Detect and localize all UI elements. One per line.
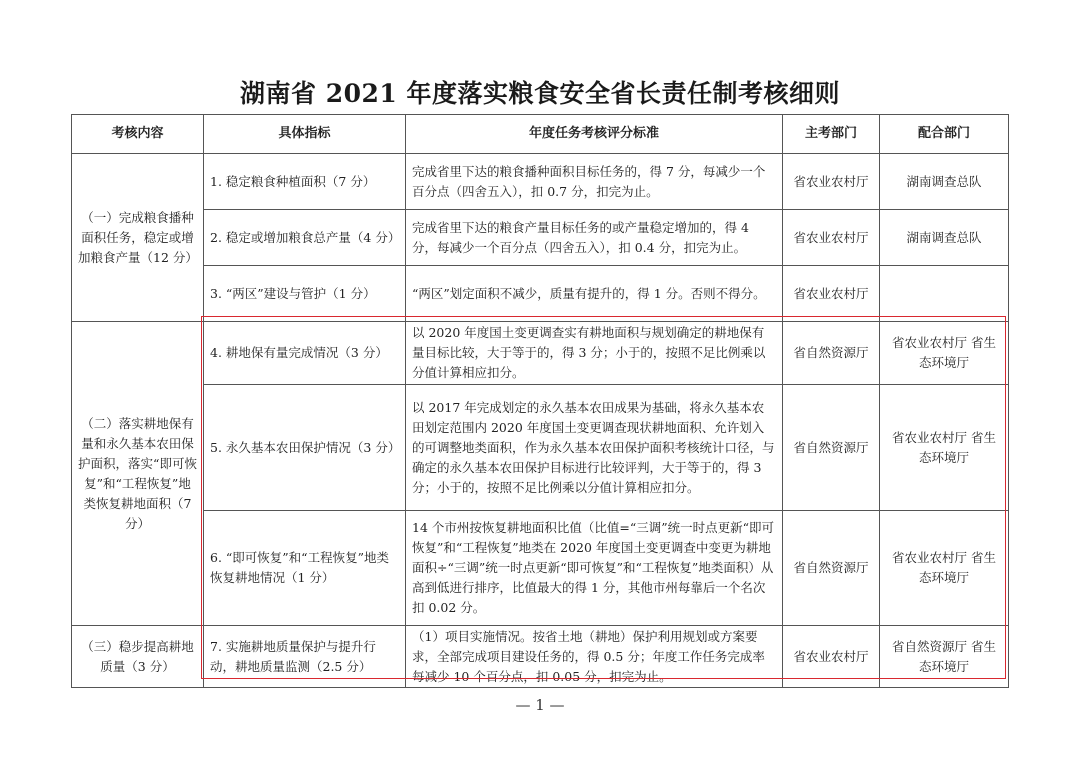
group-content-3: （三）稳步提高耕地质量（3 分）	[72, 626, 204, 688]
indicator-cell: 1. 稳定粮食种植面积（7 分）	[204, 154, 406, 210]
support-dept-cell: 省农业农村厅 省生态环境厅	[880, 385, 1009, 511]
table-row	[72, 385, 1009, 511]
header-support-dept: 配合部门	[880, 115, 1009, 154]
lead-dept-cell: 省农业农村厅	[783, 210, 880, 266]
table-header-row	[72, 115, 1009, 154]
lead-dept-cell: 省农业农村厅	[783, 266, 880, 322]
standard-cell: 14 个市州按恢复耕地面积比值（比值=“三调”统一时点更新“即可恢复”和“工程恢复”地类在 2020 年度国土变更调查中变更为耕地面积÷“三调”统一时点更新“即可恢复”和“工程恢复”地类面积）从高到低进行排序，比值最大的得 1 分，其他市州每靠后一个名次扣 0.02 分。	[406, 511, 783, 626]
support-dept-cell: 湖南调查总队	[880, 154, 1009, 210]
support-dept-cell: 省农业农村厅 省生态环境厅	[880, 322, 1009, 385]
group-content-1: （一）完成粮食播种面积任务，稳定或增加粮食产量（12 分）	[72, 154, 204, 322]
standard-cell: 以 2017 年完成划定的永久基本农田成果为基础，将永久基本农田划定范围内 2020 年度国土变更调查现状耕地面积、允许划入的可调整地类面积，作为永久基本农田保护面积考核统计口径，与确定的永久基本农田保护目标进行比较评判，大于等于的，得 3 分；小于的，按照不足比例乘以分值计算相应扣分。	[406, 385, 783, 511]
header-indicator: 具体指标	[204, 115, 406, 154]
lead-dept-cell: 省农业农村厅	[783, 154, 880, 210]
header-lead-dept: 主考部门	[783, 115, 880, 154]
indicator-cell: 4. 耕地保有量完成情况（3 分）	[204, 322, 406, 385]
lead-dept-cell: 省农业农村厅	[783, 626, 880, 688]
table-row	[72, 266, 1009, 322]
standard-cell: 以 2020 年度国土变更调查实有耕地面积与规划确定的耕地保有量目标比较，大于等于的，得 3 分；小于的，按照不足比例乘以分值计算相应扣分。	[406, 322, 783, 385]
indicator-cell: 3. “两区”建设与管护（1 分）	[204, 266, 406, 322]
standard-cell: 完成省里下达的粮食播种面积目标任务的，得 7 分，每减少一个百分点（四舍五入），扣 0.7 分，扣完为止。	[406, 154, 783, 210]
header-content: 考核内容	[72, 115, 204, 154]
support-dept-cell: 省自然资源厅 省生态环境厅	[880, 626, 1009, 688]
table-row	[72, 322, 1009, 385]
header-standard: 年度任务考核评分标准	[406, 115, 783, 154]
document-title: 湖南省 2021 年度落实粮食安全省长责任制考核细则	[240, 79, 840, 108]
standard-cell: 完成省里下达的粮食产量目标任务的或产量稳定增加的，得 4 分，每减少一个百分点（四舍五入），扣 0.4 分，扣完为止。	[406, 210, 783, 266]
indicator-cell: 2. 稳定或增加粮食总产量（4 分）	[204, 210, 406, 266]
table-row	[72, 154, 1009, 210]
page-number: — 1 —	[515, 696, 565, 714]
indicator-cell: 6. “即可恢复”和“工程恢复”地类恢复耕地情况（1 分）	[204, 511, 406, 626]
lead-dept-cell: 省自然资源厅	[783, 385, 880, 511]
standard-cell: “两区”划定面积不减少，质量有提升的，得 1 分。否则不得分。	[406, 266, 783, 322]
table-row	[72, 210, 1009, 266]
support-dept-cell: 省农业农村厅 省生态环境厅	[880, 511, 1009, 626]
lead-dept-cell: 省自然资源厅	[783, 322, 880, 385]
support-dept-cell: 湖南调查总队	[880, 210, 1009, 266]
indicator-cell: 7. 实施耕地质量保护与提升行动，耕地质量监测（2.5 分）	[204, 626, 406, 688]
standard-cell: （1）项目实施情况。按省土地（耕地）保护利用规划或方案要求，全部完成项目建设任务的，得 0.5 分；年度工作任务完成率每减少 10 个百分点，扣 0.05 分，扣完为止。	[406, 626, 783, 688]
table-row	[72, 511, 1009, 626]
assessment-table	[71, 114, 1009, 688]
indicator-cell: 5. 永久基本农田保护情况（3 分）	[204, 385, 406, 511]
lead-dept-cell: 省自然资源厅	[783, 511, 880, 626]
group-content-2: （二）落实耕地保有量和永久基本农田保护面积，落实“即可恢复”和“工程恢复”地类恢复耕地面积（7 分）	[72, 322, 204, 626]
support-dept-cell	[880, 266, 1009, 322]
table-row	[72, 626, 1009, 688]
